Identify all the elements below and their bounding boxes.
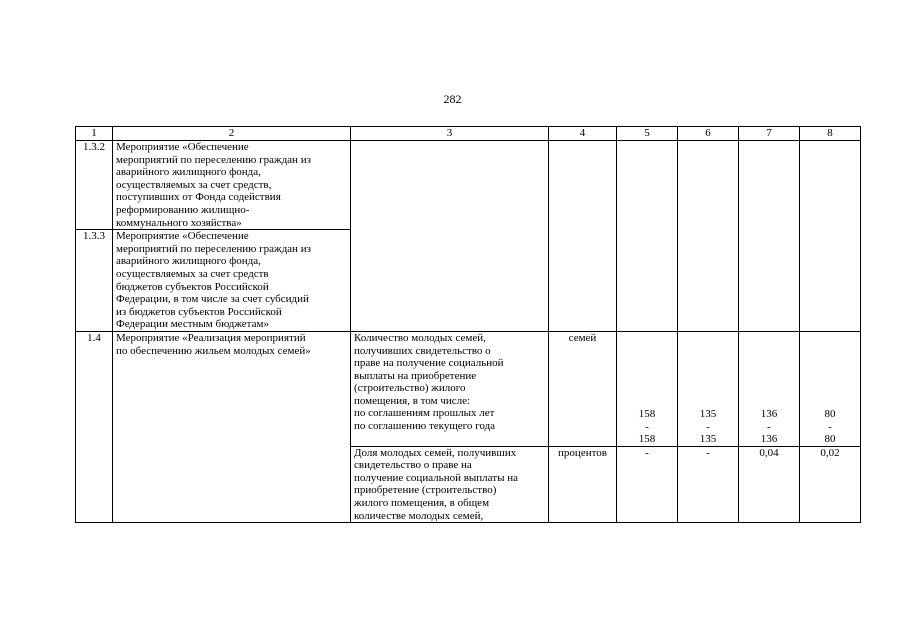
text-line: осуществляемых за счет средств <box>116 267 269 280</box>
text-line: осуществляемых за счет средств, <box>116 178 272 191</box>
value-cell <box>678 331 739 446</box>
text-line: жилого помещения, в общем <box>354 497 490 510</box>
column-header: 5 <box>617 127 678 141</box>
value-cell: - <box>678 446 739 523</box>
column-header: 2 <box>113 127 351 141</box>
value: - <box>706 420 710 433</box>
text-line: выплаты на приобретение <box>354 369 477 382</box>
column-header: 3 <box>351 127 549 141</box>
text-line: Мероприятие «Обеспечение <box>116 230 249 243</box>
column-header: 8 <box>800 127 861 141</box>
text-line: Федерации, в том числе за счет субсидий <box>116 293 309 306</box>
value-cell <box>739 331 800 446</box>
value-cell: 0,02 <box>800 446 861 523</box>
text-line: помещения, в том числе: <box>354 394 471 407</box>
text-line: мероприятий по переселению граждан из <box>116 242 311 255</box>
text-line: Количество молодых семей, <box>354 331 486 344</box>
text-line: количестве молодых семей, <box>354 509 484 522</box>
value-cell: - <box>617 446 678 523</box>
text-line: Федерации местным бюджетам» <box>116 318 269 331</box>
value: 135 <box>699 433 717 446</box>
text-line: свидетельство о праве на <box>354 459 472 472</box>
row-number: 1.3.2 <box>76 141 113 230</box>
text-line: Доля молодых семей, получивших <box>354 446 517 459</box>
indicator-text <box>351 446 549 523</box>
value: - <box>645 420 649 433</box>
value: 158 <box>638 433 656 446</box>
text-line: по соглашениям прошлых лет <box>354 407 495 420</box>
text-line: получивших свидетельство о <box>354 344 491 357</box>
text-line: аварийного жилищного фонда, <box>116 166 261 179</box>
activity-name <box>113 230 351 332</box>
text-line: коммунального хозяйства» <box>116 216 242 229</box>
text-line: Мероприятие «Реализация мероприятий <box>116 331 306 344</box>
value: 136 <box>760 407 778 420</box>
empty-cell <box>678 141 739 332</box>
empty-cell <box>549 141 617 332</box>
unit-cell: семей <box>549 331 617 446</box>
activity-name <box>113 141 351 230</box>
text-line: бюджетов субъектов Российской <box>116 280 269 293</box>
column-header: 1 <box>76 127 113 141</box>
value: 80 <box>824 433 836 446</box>
activity-name <box>113 331 351 522</box>
page-number: 282 <box>443 92 462 106</box>
value: - <box>767 420 771 433</box>
text-line: реформированию жилищно- <box>116 203 250 216</box>
text-line: праве на получение социальной <box>354 357 504 370</box>
empty-cell <box>800 141 861 332</box>
text-line: аварийного жилищного фонда, <box>116 255 261 268</box>
empty-indicator-cell <box>351 141 549 332</box>
value-cell <box>617 331 678 446</box>
empty-cell <box>617 141 678 332</box>
text-line: (строительство) жилого <box>354 382 466 395</box>
text-line: по обеспечению жильем молодых семей» <box>116 344 311 357</box>
table-row <box>76 331 861 446</box>
text-line: мероприятий по переселению граждан из <box>116 153 311 166</box>
row-number: 1.3.3 <box>76 230 113 332</box>
value: 80 <box>824 407 836 420</box>
value: 135 <box>699 407 717 420</box>
text-line: приобретение (строительство) <box>354 484 497 497</box>
column-header: 4 <box>549 127 617 141</box>
column-header: 6 <box>678 127 739 141</box>
indicator-text <box>351 331 549 446</box>
program-table <box>75 126 861 523</box>
text-line: Мероприятие «Обеспечение <box>116 141 249 153</box>
empty-cell <box>739 141 800 332</box>
row-number: 1.4 <box>76 331 113 522</box>
value-cell: 0,04 <box>739 446 800 523</box>
table-header-row <box>76 127 861 141</box>
text-line: из бюджетов субъектов Российской <box>116 305 282 318</box>
unit-cell: процентов <box>549 446 617 523</box>
value: 158 <box>638 407 656 420</box>
column-header: 7 <box>739 127 800 141</box>
value-cell <box>800 331 861 446</box>
value: - <box>828 420 832 433</box>
value: 136 <box>760 433 778 446</box>
text-line: поступивших от Фонда содействия <box>116 191 281 204</box>
table-row <box>76 141 861 230</box>
text-line: по соглашению текущего года <box>354 420 496 433</box>
text-line: получение социальной выплаты на <box>354 471 518 484</box>
